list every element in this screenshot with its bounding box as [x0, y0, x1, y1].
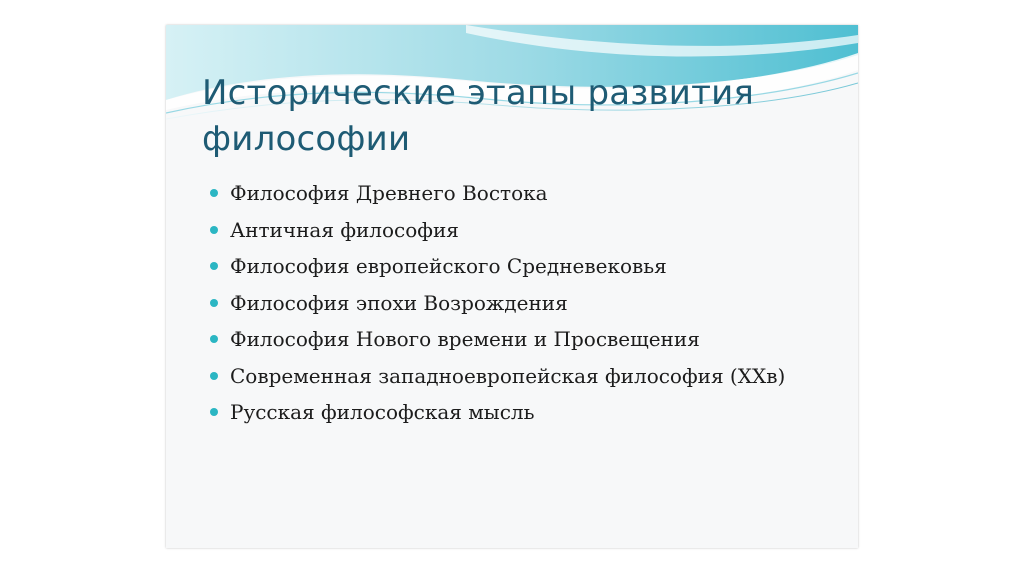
- presentation-slide: [166, 25, 858, 548]
- list-item: [210, 212, 785, 249]
- list-item: [210, 248, 785, 285]
- bullet-dot-icon: [210, 335, 218, 343]
- list-item: [210, 321, 785, 358]
- list-item-text: Философия европейского Средневековья: [230, 254, 667, 278]
- bullet-dot-icon: [210, 189, 218, 197]
- bullet-list: [210, 175, 785, 431]
- bullet-dot-icon: [210, 299, 218, 307]
- list-item-text: Философия эпохи Возрождения: [230, 290, 568, 315]
- list-item-text: Философия Древнего Востока: [230, 181, 548, 205]
- list-item: [210, 175, 785, 212]
- bullet-dot-icon: [210, 262, 218, 270]
- bullet-dot-icon: [210, 226, 218, 234]
- bullet-dot-icon: [210, 372, 218, 380]
- list-item-text: Русская философская мысль: [230, 400, 535, 424]
- list-item-text: Современная западноевропейская философия (XXв): [230, 363, 786, 388]
- list-item-text: Философия Нового времени и Просвещения: [230, 327, 700, 351]
- list-item: [210, 394, 785, 431]
- bullet-dot-icon: [210, 408, 218, 416]
- list-item: [210, 358, 785, 395]
- slide-title: Исторические этапы развития философии: [202, 73, 755, 159]
- list-item: [210, 285, 785, 322]
- list-item-text: Античная философия: [230, 217, 459, 242]
